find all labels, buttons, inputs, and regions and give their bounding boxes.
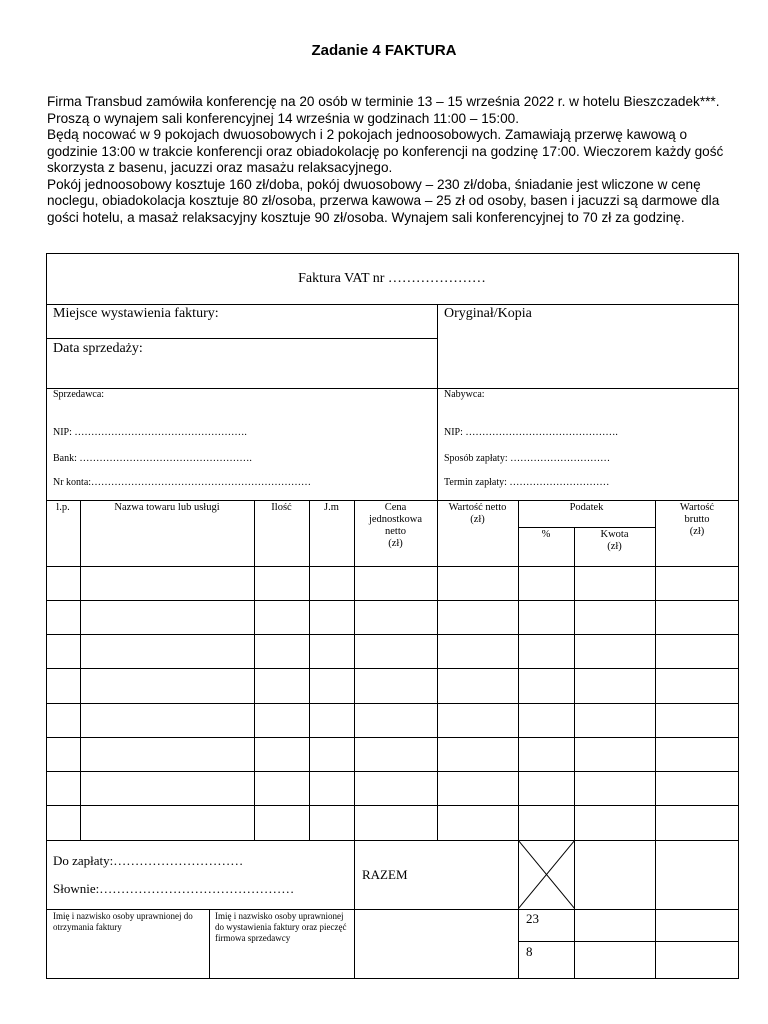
header-line: (zł)	[470, 514, 485, 525]
intro-paragraph-1: Firma Transbud zamówiła konferencję na 20 osób w terminie 13 – 15 września 2022 r. w hotelu Bieszczadek***. Proszą o wynajem sali konferencyjnej 14 września w godzinach 11:00 – 15:00.	[47, 94, 720, 126]
header-line: jednostkowa	[368, 514, 423, 525]
column-line	[80, 500, 81, 840]
col-tax-header: Podatek	[569, 502, 604, 513]
header-line: Wartość	[679, 502, 715, 513]
column-line	[309, 500, 310, 840]
sale-date-label: Data sprzedaży:	[53, 341, 143, 356]
seller-nip-field[interactable]: NIP: …………………………………………….	[53, 427, 247, 438]
divider	[518, 527, 655, 528]
header-line: netto	[385, 526, 406, 537]
table-row[interactable]	[46, 840, 739, 841]
table-row[interactable]	[46, 600, 739, 601]
table-row[interactable]	[46, 668, 739, 669]
col-unit-header: J.m	[324, 502, 339, 513]
cross-mark-icon	[518, 840, 575, 909]
divider	[518, 941, 739, 942]
table-row[interactable]	[46, 737, 739, 738]
column-line	[437, 500, 438, 840]
column-line	[209, 909, 210, 979]
table-row[interactable]	[46, 634, 739, 635]
header-line: (zł)	[388, 538, 403, 549]
col-unit-price-header	[354, 502, 437, 550]
seller-label: Sprzedawca:	[53, 389, 105, 400]
receiver-signature-label: Imię i nazwisko osoby uprawnionej do otrzymania faktury	[53, 911, 193, 932]
original-copy-label: Oryginał/Kopia	[444, 306, 532, 321]
to-pay-field[interactable]: Do zapłaty:…………………………	[53, 853, 244, 868]
column-line	[655, 500, 656, 979]
in-words-field[interactable]: Słownie:………………………………………	[53, 881, 295, 896]
header-line: brutto	[684, 514, 710, 525]
seller-bank-field[interactable]: Bank: …………………………………………….	[53, 453, 252, 464]
table-row[interactable]	[46, 805, 739, 806]
place-of-issue-label: Miejsce wystawienia faktury:	[53, 306, 219, 321]
divider	[46, 500, 739, 501]
header-line: Cena	[384, 502, 407, 513]
issuer-signature-label: Imię i nazwisko osoby uprawnionej do wystawienia faktury oraz pieczęć firmowa sprzedawcy	[215, 911, 347, 943]
task-description	[47, 94, 737, 226]
col-lp-header: l.p.	[56, 502, 70, 513]
header-line: (zł)	[607, 541, 622, 552]
divider	[46, 909, 739, 910]
col-net-value-header	[437, 502, 518, 526]
total-label: RAZEM	[362, 867, 408, 882]
col-name-header: Nazwa towaru lub usługi	[114, 502, 220, 513]
column-line	[574, 527, 575, 979]
column-line	[254, 500, 255, 840]
vat-rate-23: 23	[526, 911, 539, 926]
page-title: Zadanie 4 FAKTURA	[311, 42, 457, 59]
seller-account-field[interactable]: Nr konta:…………………………………………………………	[53, 477, 312, 488]
vat-rate-8: 8	[526, 944, 533, 959]
payment-method-field[interactable]: Sposób zapłaty: …………………………	[444, 453, 611, 464]
col-tax-amount-header	[574, 529, 655, 553]
header-line: Kwota	[600, 529, 629, 540]
table-row[interactable]	[46, 771, 739, 772]
intro-paragraph-3: Pokój jednoosobowy kosztuje 160 zł/doba, pokój dwuosobowy – 230 zł/doba, śniadanie jest wliczone w cenę noclegu, obiadokolacja kosztuje 80 zł/osoba, przerwa kawowa – 25 zł od osoby, basen i jacuzzi są darmowe dla gości hotelu, a masaż relaksacyjny kosztuje 90 zł/osoba. Wynajem sali konferencyjnej to 70 zł za godzinę.	[47, 176, 720, 225]
divider	[46, 388, 739, 389]
buyer-label: Nabywca:	[444, 389, 485, 400]
col-gross-header	[655, 502, 739, 538]
divider	[46, 338, 437, 339]
intro-paragraph-2: Będą nocować w 9 pokojach dwuosobowych i 2 pokojach jednoosobowych. Zamawiają przerwę kawową o godzinie 13:00 w trakcie konferencji oraz obiadokolację po konferencji na godzinę 17:00. Wieczorem każdy gość skorzysta z basenu, jacuzzi oraz masażu relaksacyjnego.	[47, 127, 724, 175]
header-line: Wartość netto	[448, 502, 507, 513]
col-qty-header: Ilość	[271, 502, 292, 513]
column-line	[354, 500, 355, 979]
invoice-title: Faktura VAT nr …………………	[298, 271, 486, 286]
table-row[interactable]	[46, 566, 739, 567]
buyer-nip-field[interactable]: NIP: ……………………………………….	[444, 427, 618, 438]
col-tax-pct-header: %	[541, 529, 551, 540]
payment-due-field[interactable]: Termin zapłaty: …………………………	[444, 477, 610, 488]
header-line: (zł)	[689, 526, 705, 537]
table-row[interactable]	[46, 703, 739, 704]
divider	[46, 304, 739, 305]
